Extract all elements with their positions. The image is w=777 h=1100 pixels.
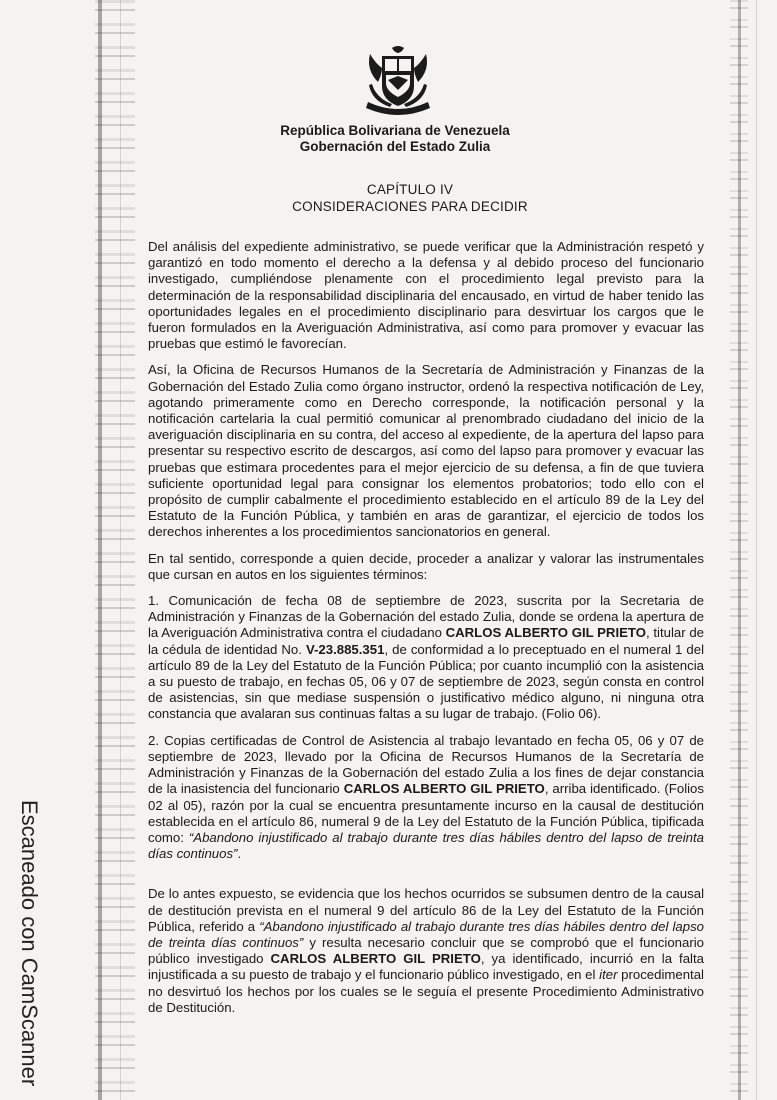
scan-faint-line — [756, 0, 757, 1100]
item-1-text-c: , de conformidad a lo preceptuado en el numeral 1 del artículo 89 de la Ley del Estatuto de la Función Pública; por cuanto incumplió con la asistencia a su puesto de trabajo, en fechas 05, 06 y 07 de septiembre de 2023, según consta en control de asistencias, sin que mediase suspensión o justificativo médico alguno, ni ninguna otra constancia que avalaran sus continuas faltas a su lugar de trabajo. (Folio 06). — [148, 641, 704, 722]
paragraph-2: Así, la Oficina de Recursos Humanos de la Secretaría de Administración y Finanzas de la Gobernación del Estado Zulia como órgano instructor, ordenó la respectiva notificación de Ley, agotando primeramente como en Derecho corresponde, la notificación personal y la notificación cartelaria la cual permitió comunicar al prenombrado ciudadano del inicio de la averiguación disciplinaria en su contra, del acceso al expediente, de la apertura del lapso para presentar su respectivo escrito de descargos, así como del lapso para promover y evacuar las pruebas que estimara procedentes para el mejor ejercicio de su defensa, a fin de que tuviera suficiente oportunidad legal para consignar los elementos probatorios; todo ello con el propósito de cumplir cabalmente el procedimiento establecido en el artículo 89 de la Ley del Estatuto de la Función Pública, y también en aras de garantizar, el ejercicio de todos los derechos inherentes a los procedimientos sancionatorios en general. — [148, 362, 704, 540]
paragraph-item-2 — [148, 733, 704, 863]
chapter-number: CAPÍTULO IV — [366, 182, 454, 197]
conclusion-text-d: procedimental no desvirtuó los hechos por los cuales se le seguía el presente Procedimiento Administrativo de Destitución. — [148, 967, 704, 1015]
item-1-text-a: 1. Comunicación de fecha 08 de septiembre de 2023, suscrita por la Secretaria de Administración y Finanzas de la Gobernación del estado Zulia, donde se ordena la apertura de la Averiguación Administrativa contra el ciudadano — [148, 593, 704, 641]
causal-quote: “Abandono injustificado al trabajo durante tres días hábiles dentro del lapso de treinta días continuos” — [148, 829, 704, 862]
item-2-text-b: , arriba identificado. (Folios 02 al 05), razón por la cual se encuentra presuntamente incurso en la causal de destitución establecida en el artículo 86, numeral 9 de la Ley del Estatuto de la Función Pública, tipificada como: — [148, 781, 704, 845]
coat-of-arms-seal — [362, 44, 434, 122]
letterhead — [200, 123, 590, 155]
document-body — [148, 239, 704, 1026]
item-2-text-a: 2. Copias certificadas de Control de Asistencia al trabajo levantado en fecha 05, 06 y 07 de septiembre de 2023, llevado por la Oficina de Recursos Humanos de la Secretaría de Administración y Finanzas de la Gobernación del estado Zulia a los fines de dejar constancia de la inasistencia del funcionario — [148, 732, 704, 797]
scan-faint-line — [120, 0, 121, 1100]
conclusion-text-b: y resulta necesario concluir que se comprobó que el funcionario público investigado — [148, 934, 704, 967]
chapter-title: CONSIDERACIONES PARA DECIDIR — [292, 199, 528, 214]
scan-line-right — [738, 0, 741, 1100]
employee-name: CARLOS ALBERTO GIL PRIETO — [270, 951, 481, 967]
item-1-text-b: , titular de la cédula de identidad No. — [148, 625, 704, 657]
employee-id: V-23.885.351 — [305, 641, 385, 657]
employee-name: CARLOS ALBERTO GIL PRIETO — [343, 781, 545, 797]
paragraph-3: En tal sentido, corresponde a quien decide, proceder a analizar y valorar las instrumentales que cursan en autos en los siguientes términos: — [148, 550, 704, 582]
conclusion-text-a: De lo antes expuesto, se evidencia que los hechos ocurridos se subsumen dentro de la causal de destitución prevista en el numeral 9 del artículo 86 de la Ley del Estatuto de la Función Pública, referido a — [148, 886, 704, 934]
employee-name: CARLOS ALBERTO GIL PRIETO — [445, 625, 646, 641]
paragraph-1: Del análisis del expediente administrativo, se puede verificar que la Administración respetó y garantizó en todo momento el derecho a la defensa y al debido proceso del funcionario investigado, cumpliéndose plenamente con el procedimiento legal previsto para la determinación de la responsabilidad disciplinaria del encausado, en virtud de haber tenido las oportunidades legales en el procedimiento disciplinario para desvirtuar los cargos que le fueron formulados en la Averiguación Administrativa, así como para promover y evacuar las pruebas que estimó le favorecían. — [148, 239, 704, 352]
paragraph-conclusion — [148, 886, 704, 1016]
letterhead-line-2: Gobernación del Estado Zulia — [299, 139, 491, 154]
paragraph-item-1 — [148, 593, 704, 723]
item-2-text-end: . — [237, 846, 242, 862]
scan-line-left — [98, 0, 102, 1100]
chapter-heading — [200, 181, 620, 215]
letterhead-line-1: República Bolivariana de Venezuela — [280, 123, 510, 138]
camscanner-watermark: Escaneado con CamScanner — [17, 800, 42, 1087]
iter-term: iter — [599, 967, 618, 983]
conclusion-text-c: , ya identificado, incurrió en la falta injustificada a su puesto de trabajo y el funcionario público investigado, en el — [148, 951, 704, 983]
causal-quote: “Abandono injustificado al trabajo durante tres días hábiles dentro del lapso de treinta días continuos” — [148, 918, 704, 950]
